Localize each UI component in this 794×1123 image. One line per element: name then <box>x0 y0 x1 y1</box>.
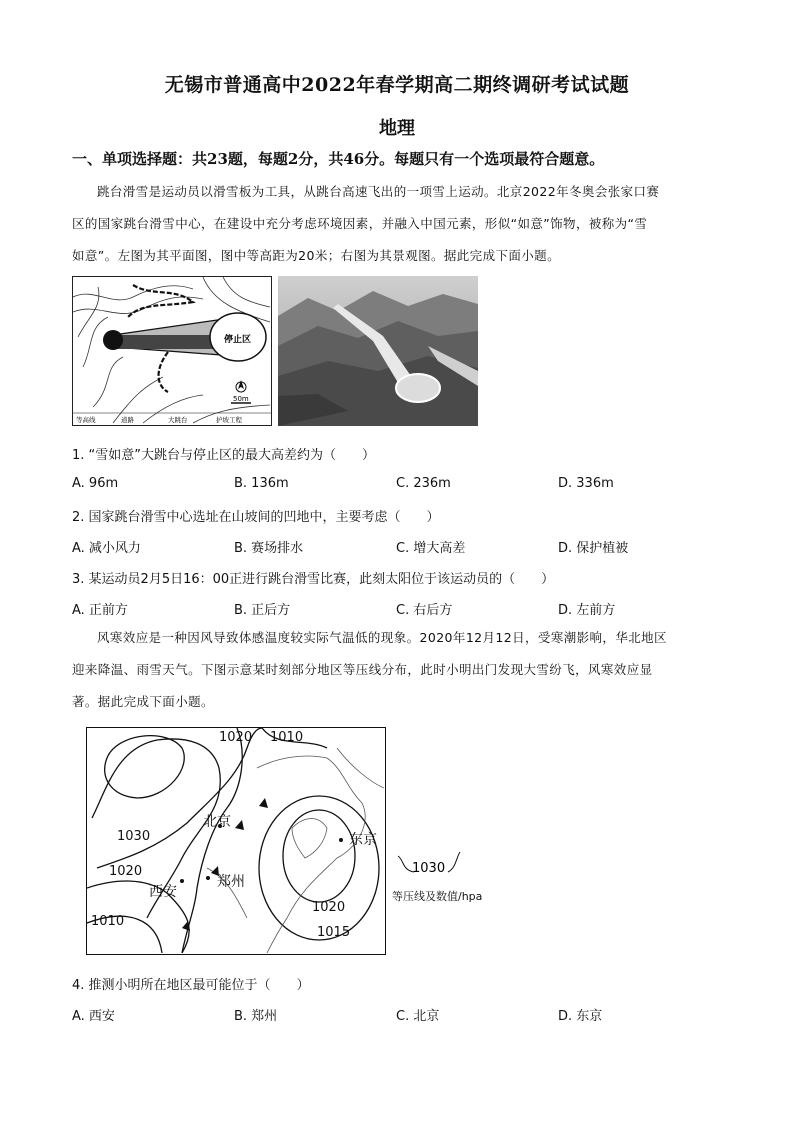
passage-2-line: 迎来降温、雨雪天气。下图示意某时刻部分地区等压线分布，此时小明出门发现大雪纷飞，风寒效应显 <box>72 662 653 677</box>
q4-option-d[interactable]: D. 东京 <box>558 1009 603 1024</box>
question-stem: 国家跳台滑雪中心选址在山坡间的凹地中，主要考虑（ ） <box>88 510 440 525</box>
legend-ski-jump: 大跳台 <box>168 416 188 424</box>
question-1 <box>72 444 375 463</box>
question-stem: 推测小明所在地区最可能位于（ ） <box>88 978 310 993</box>
isobar-legend <box>392 848 512 908</box>
subject-title: 地理 <box>379 118 415 139</box>
q4-option-a[interactable]: A. 西安 <box>72 1009 115 1024</box>
contour-line <box>223 277 270 307</box>
isobar <box>105 736 185 798</box>
isobar <box>182 728 242 953</box>
isobar <box>283 810 355 902</box>
question-stem: 某运动员2月5日16：00正进行跳台滑雪比赛，此刻太阳位于该运动员的（ ） <box>88 572 555 587</box>
ski-jump-landscape-photo <box>278 276 478 426</box>
isobar-label: 1015 <box>317 925 351 940</box>
question-stem: “雪如意”大跳台与停止区的最大高差约为（ ） <box>88 448 376 463</box>
q2-option-a[interactable]: A. 减小风力 <box>72 541 141 556</box>
legend-text: 等压线及数值/hpa <box>392 890 483 903</box>
legend-road: 道路 <box>121 416 134 424</box>
passage-2-line: 风寒效应是一种因风导致体感温度较实际气温低的现象。2020年12月12日，受寒潮影响，华北地区 <box>97 630 667 645</box>
question-3 <box>72 568 554 587</box>
q3-option-c[interactable]: C. 右后方 <box>396 603 453 618</box>
city-label-xian: 西安 <box>149 884 177 900</box>
q2-option-d[interactable]: D. 保护植被 <box>558 541 629 556</box>
passage-2-line: 著。据此完成下面小题。 <box>72 694 214 709</box>
question-number: 4. <box>72 978 85 993</box>
city-label-zhengzhou: 郑州 <box>217 874 245 890</box>
city-dot-tokyo <box>339 838 343 842</box>
isobar-label: 1010 <box>270 730 304 745</box>
q4-option-b[interactable]: B. 郑州 <box>234 1009 278 1024</box>
isobar-legend-symbol <box>392 848 512 878</box>
city-dot-zhengzhou <box>206 876 210 880</box>
q1-option-b[interactable]: B. 136m <box>234 476 289 491</box>
city-label-beijing: 北京 <box>203 814 231 830</box>
question-number: 2. <box>72 510 85 525</box>
q4-option-c[interactable]: C. 北京 <box>396 1009 440 1024</box>
coastline <box>337 748 384 788</box>
isobar-label: 1030 <box>117 829 151 844</box>
coastline <box>292 819 327 858</box>
q1-option-a[interactable]: A. 96m <box>72 476 119 491</box>
front-triangle-icon <box>259 798 268 808</box>
q3-option-d[interactable]: D. 左前方 <box>558 603 616 618</box>
isobar-label: 1010 <box>91 914 125 929</box>
front-triangle-icon <box>182 921 190 931</box>
stop-area-label: 停止区 <box>224 335 252 345</box>
passage-1-line: 区的国家跳台滑雪中心，在建设中充分考虑环境因素，并融入中国元素，形似“如意”饰物，被称为“雪 <box>72 216 648 231</box>
q3-option-a[interactable]: A. 正前方 <box>72 603 128 618</box>
q1-option-d[interactable]: D. 336m <box>558 476 614 491</box>
road <box>159 352 168 392</box>
plan-map-svg <box>73 277 271 425</box>
isobar-label: 1020 <box>312 900 346 915</box>
legend-value: 1030 <box>412 861 446 876</box>
question-4 <box>72 974 310 993</box>
contour-line <box>93 357 123 407</box>
question-number: 1. <box>72 448 85 463</box>
legend-contour: 等高线 <box>76 416 96 424</box>
isobar <box>97 728 262 868</box>
city-dot-xian <box>180 879 184 883</box>
passage-1-line: 跳台滑雪是运动员以滑雪板为工具，从跳台高速飞出的一项雪上运动。北京2022年冬奥会张家口赛 <box>97 184 660 199</box>
ski-jump-plan-map <box>72 276 272 426</box>
isobar <box>259 796 379 940</box>
isobar-label: 1020 <box>219 730 253 745</box>
isobar-label: 1020 <box>109 864 143 879</box>
isobar-map <box>86 727 386 955</box>
q2-option-c[interactable]: C. 增大高差 <box>396 541 466 556</box>
section-heading: 一、单项选择题：共23题，每题2分，共46分。每题只有一个选项最符合题意。 <box>72 150 605 168</box>
question-number: 3. <box>72 572 85 587</box>
exam-title: 无锡市普通高中2022年春学期高二期终调研考试试题 <box>164 74 630 96</box>
q3-option-b[interactable]: B. 正后方 <box>234 603 291 618</box>
question-2 <box>72 506 440 525</box>
city-label-tokyo: 东京 <box>349 832 377 848</box>
front-triangle-icon <box>235 820 244 830</box>
q2-option-b[interactable]: B. 赛场排水 <box>234 541 304 556</box>
legend-slope-protection: 护坡工程 <box>216 416 242 424</box>
scale-label: 50m <box>233 395 249 403</box>
passage-1-line: 如意”。左图为其平面图，图中等高距为20米；右图为其景观图。据此完成下面小题。 <box>72 248 560 263</box>
q1-option-c[interactable]: C. 236m <box>396 476 451 491</box>
